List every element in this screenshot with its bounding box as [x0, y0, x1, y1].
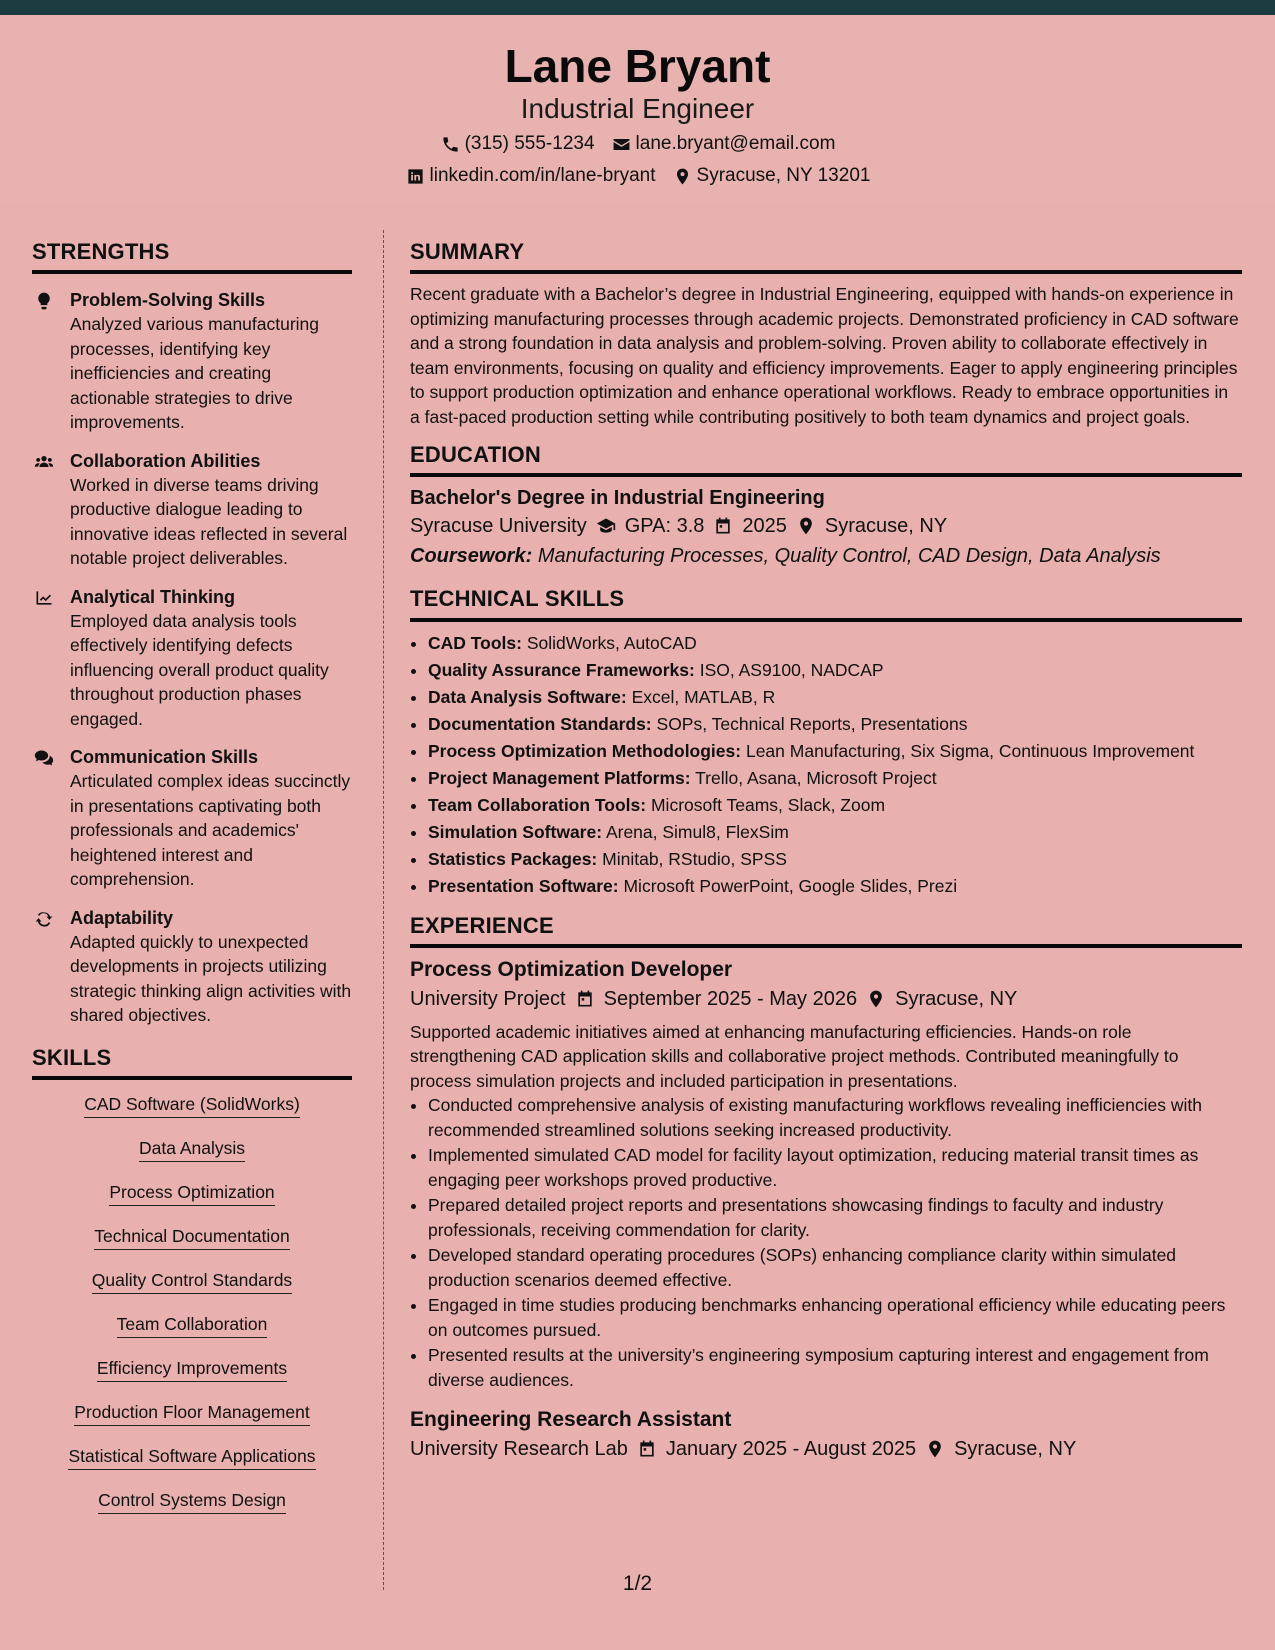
job-bullet: • Implemented simulated CAD model for facility layout optimization, reducing material transit times as engaging peer workshops proved productive. — [428, 1143, 1242, 1192]
strength-title: Collaboration Abilities — [70, 450, 261, 471]
tech-skill-value: Excel, MATLAB, R — [631, 686, 776, 707]
graduation-year: 2025 — [742, 515, 787, 538]
tech-skill-label: Process Optimization Methodologies: — [428, 740, 742, 761]
job-bullet: • Presented results at the university’s engineering symposium capturing interest and engagement from diverse audiences. — [428, 1343, 1242, 1392]
tech-skill-label: Data Analysis Software: — [428, 686, 627, 707]
tech-skill-item — [428, 873, 1242, 900]
lightbulb-icon — [32, 289, 56, 313]
tech-skill-label: Simulation Software: — [428, 821, 603, 842]
tech-skill-item — [428, 846, 1242, 873]
contact-row-2 — [0, 165, 1275, 187]
job-bullet: • Conducted comprehensive analysis of existing manufacturing workflows revealing inefficiencies with recommended streamlined solutions seeking increased productivity. — [428, 1093, 1242, 1142]
strength-desc: Analyzed various manufacturing processes, identifying key inefficiencies and creating actionable strategies to drive improvements. — [70, 314, 320, 433]
resume-header — [0, 15, 1275, 203]
strength-item — [32, 288, 352, 435]
skill-tag: Process Optimization — [109, 1180, 274, 1206]
sync-icon — [32, 907, 56, 931]
tech-skill-value: Minitab, RStudio, SPSS — [602, 848, 787, 869]
tech-skill-item — [428, 819, 1242, 846]
experience-heading: EXPERIENCE — [410, 914, 1242, 948]
strength-title: Problem-Solving Skills — [70, 290, 266, 311]
column-divider — [383, 230, 384, 1590]
tech-skill-label: Team Collaboration Tools: — [428, 794, 647, 815]
phone-contact — [440, 133, 595, 155]
skill-tag: CAD Software (SolidWorks) — [84, 1092, 300, 1118]
page-indicator: 1/2 — [622, 1572, 653, 1595]
tech-skill-item — [428, 630, 1242, 657]
job-bullet: • Developed standard operating procedures (SOPs) enhancing compliance clarity within simulated production scenarios deemed effective. — [428, 1243, 1242, 1292]
job-meta — [410, 984, 1242, 1014]
tech-skill-value: Microsoft PowerPoint, Google Slides, Prezi — [623, 875, 958, 896]
job-bullets — [410, 1093, 1242, 1392]
strength-title: Adaptability — [70, 907, 174, 928]
tech-skill-value: Microsoft Teams, Slack, Zoom — [650, 794, 886, 815]
skills-heading: SKILLS — [32, 1046, 352, 1080]
linkedin-text[interactable]: linkedin.com/in/lane-bryant — [429, 165, 656, 186]
job-meta — [410, 1434, 1242, 1464]
tech-skill-value: Lean Manufacturing, Six Sigma, Continuous Improvement — [745, 740, 1195, 761]
map-pin-icon — [924, 1438, 946, 1460]
tech-skill-label: Documentation Standards: — [428, 713, 652, 734]
coursework — [410, 541, 1242, 571]
job-dates: January 2025 - August 2025 — [665, 1438, 917, 1461]
tech-skill-item — [428, 792, 1242, 819]
strength-desc: Worked in diverse teams driving productive dialogue leading to innovative ideas reflected in several notable project deliverables. — [70, 474, 348, 569]
map-pin-icon — [795, 515, 817, 537]
linkedin-icon — [405, 165, 427, 187]
tech-skill-value: SOPs, Technical Reports, Presentations — [656, 713, 968, 734]
strength-item — [32, 906, 352, 1028]
left-column — [32, 240, 352, 1532]
skills-list — [32, 1092, 352, 1532]
strength-desc: Adapted quickly to unexpected developments in projects utilizing strategic thinking align activities with shared objectives. — [70, 931, 352, 1026]
job-org: University Research Lab — [410, 1438, 628, 1461]
skill-tag: Data Analysis — [139, 1136, 245, 1162]
users-icon — [32, 450, 56, 474]
tech-skill-value: Arena, Simul8, FlexSim — [605, 821, 789, 842]
strength-title: Communication Skills — [70, 747, 259, 768]
tech-skill-item — [428, 738, 1242, 765]
skill-tag: Technical Documentation — [94, 1224, 290, 1250]
technical-skills-heading: TECHNICAL SKILLS — [410, 587, 1242, 621]
graduation-cap-icon — [595, 515, 617, 537]
comments-icon — [32, 746, 56, 770]
candidate-name: Lane Bryant — [504, 40, 771, 92]
tech-skill-label: Quality Assurance Frameworks: — [428, 659, 695, 680]
summary-text: Recent graduate with a Bachelor’s degree in Industrial Engineering, equipped with hands-on experience in optimizing manufacturing processes through academic projects. Demonstrated proficiency in CAD software and a strong foundation in data analysis and problem-solving. Proven ability to collaborate effectively in team environments, focusing on quality and efficiency improvements. Eager to apply engineering principles to support production optimization and enhance operational workflows. Ready to embrace opportunities in a fast-paced production setting while contributing positively to both team dynamics and project goals. — [410, 284, 1239, 427]
email-text[interactable]: lane.bryant@email.com — [635, 133, 836, 154]
job-description: Supported academic initiatives aimed at enhancing manufacturing efficiencies. Hands-on role strengthening CAD application skills and collaborative project methods. Contributed meaningfully to process simulation projects and included participation in presentations. — [410, 1021, 1179, 1091]
location-text: Syracuse, NY 13201 — [696, 165, 871, 186]
technical-skills-list — [410, 630, 1242, 900]
tech-skill-label: Presentation Software: — [428, 875, 619, 896]
tech-skill-item — [428, 711, 1242, 738]
strength-desc: Employed data analysis tools effectively identifying defects influencing overall product quality throughout production phases engaged. — [70, 610, 329, 729]
gpa-text: GPA: 3.8 — [624, 515, 705, 538]
job-org: University Project — [410, 987, 566, 1010]
strength-item — [32, 449, 352, 571]
map-pin-icon — [672, 165, 694, 187]
strength-title: Analytical Thinking — [70, 586, 236, 607]
skill-tag: Statistical Software Applications — [68, 1444, 315, 1470]
job-location: Syracuse, NY — [895, 987, 1018, 1010]
job-title: Process Optimization Developer — [410, 957, 733, 981]
tech-skill-item — [428, 765, 1242, 792]
tech-skill-value: SolidWorks, AutoCAD — [526, 632, 697, 653]
skill-tag: Team Collaboration — [117, 1312, 268, 1338]
tech-skill-label: CAD Tools: — [428, 632, 522, 653]
education-heading: EDUCATION — [410, 443, 1242, 477]
job-title: Engineering Research Assistant — [410, 1408, 732, 1432]
degree-title: Bachelor's Degree in Industrial Engineering — [410, 487, 825, 510]
tech-skill-item — [428, 684, 1242, 711]
location-contact — [672, 165, 871, 187]
email-contact[interactable] — [611, 133, 836, 155]
strength-item — [32, 585, 352, 732]
map-pin-icon — [865, 988, 887, 1010]
job-bullet: • Engaged in time studies producing benchmarks enhancing operational efficiency while educating peers on outcomes pursued. — [428, 1293, 1242, 1342]
top-accent-bar — [0, 0, 1275, 15]
tech-skill-item — [428, 657, 1242, 684]
tech-skill-label: Statistics Packages: — [428, 848, 598, 869]
calendar-icon — [574, 988, 596, 1010]
skill-tag: Quality Control Standards — [92, 1268, 292, 1294]
tech-skill-value: ISO, AS9100, NADCAP — [699, 659, 884, 680]
skill-tag: Control Systems Design — [98, 1488, 286, 1514]
candidate-title: Industrial Engineer — [520, 93, 755, 124]
coursework-list: Manufacturing Processes, Quality Control, CAD Design, Data Analysis — [537, 545, 1161, 568]
calendar-icon — [636, 1438, 658, 1460]
school-name: Syracuse University — [410, 515, 587, 538]
right-column — [410, 240, 1242, 1464]
summary-heading: SUMMARY — [410, 240, 1242, 274]
tech-skill-label: Project Management Platforms: — [428, 767, 691, 788]
tech-skill-value: Trello, Asana, Microsoft Project — [695, 767, 937, 788]
education-location: Syracuse, NY — [824, 515, 948, 538]
job-dates: September 2025 - May 2026 — [603, 987, 858, 1010]
contact-row-1 — [0, 133, 1275, 155]
job-location: Syracuse, NY — [954, 1438, 1077, 1461]
strength-item — [32, 745, 352, 892]
linkedin-contact[interactable] — [405, 165, 656, 187]
phone-text: (315) 555-1234 — [464, 133, 595, 154]
education-meta — [410, 511, 1242, 541]
chart-line-icon — [32, 586, 56, 610]
skill-tag: Production Floor Management — [74, 1400, 309, 1426]
coursework-label: Coursework: — [410, 545, 533, 568]
calendar-icon — [712, 515, 734, 537]
strength-desc: Articulated complex ideas succinctly in presentations captivating both professionals and academics' heightened interest and comprehension. — [70, 771, 351, 890]
strengths-heading: STRENGTHS — [32, 240, 352, 274]
job-bullet: • Prepared detailed project reports and presentations showcasing findings to faculty and industry professionals, receiving commendation for clarity. — [428, 1193, 1242, 1242]
envelope-icon — [611, 133, 633, 155]
skill-tag: Efficiency Improvements — [97, 1356, 287, 1382]
phone-icon — [440, 133, 462, 155]
